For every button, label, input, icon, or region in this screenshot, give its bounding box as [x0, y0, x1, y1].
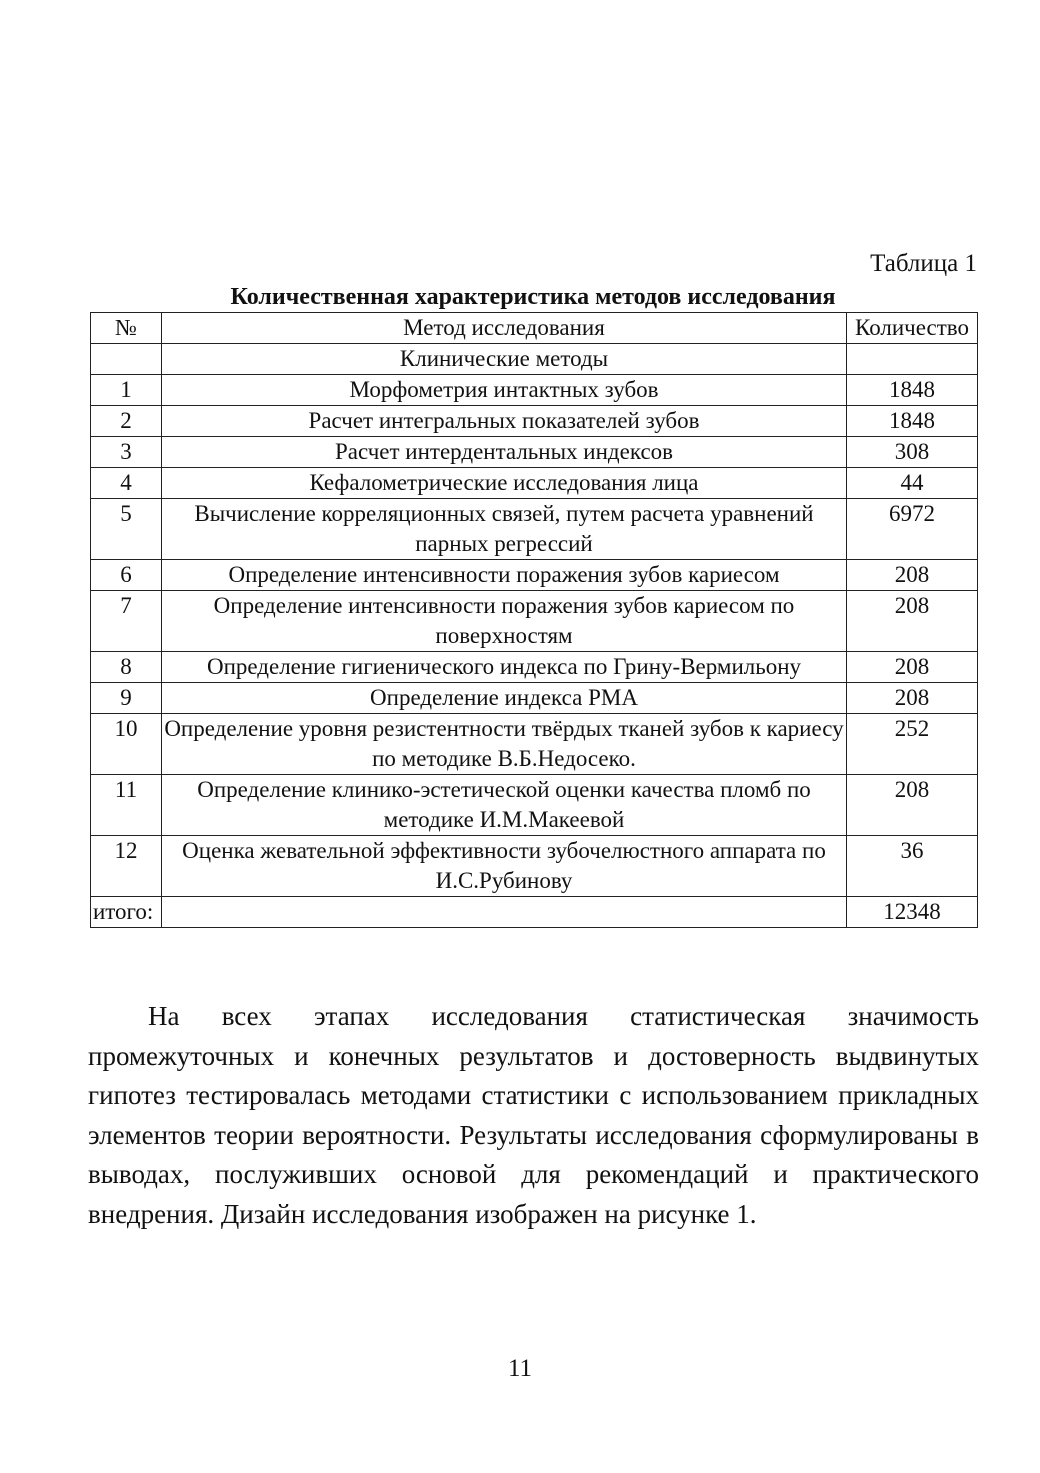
row-method: Определение индекса РМА	[162, 683, 847, 714]
row-number: 10	[91, 714, 162, 775]
row-number: 2	[91, 406, 162, 437]
row-quantity: 6972	[847, 499, 978, 560]
row-quantity: 208	[847, 591, 978, 652]
section-quantity-cell	[847, 344, 978, 375]
table-header-row	[91, 313, 978, 344]
row-quantity: 252	[847, 714, 978, 775]
table-row	[91, 375, 978, 406]
row-method: Морфометрия интактных зубов	[162, 375, 847, 406]
section-row	[91, 344, 978, 375]
body-paragraph: На всех этапах исследования статистическая значимость промежуточных и конечных результатов и достоверность выдвинутых гипотез тестировалась методами статистики с использованием прикладных элементов теории вероятности. Результаты исследования сформулированы в выводах, послуживших основой для рекомендаций и практического внедрения. Дизайн исследования изображен на рисунке 1.	[88, 1001, 979, 1229]
row-method: Расчет интердентальных индексов	[162, 437, 847, 468]
total-method-cell	[162, 897, 847, 928]
table-row	[91, 591, 978, 652]
row-number: 1	[91, 375, 162, 406]
row-method: Определение клинико-эстетической оценки качества пломб по методике И.М.Макеевой	[162, 775, 847, 836]
table-row	[91, 560, 978, 591]
row-quantity: 208	[847, 775, 978, 836]
table-row	[91, 499, 978, 560]
total-row	[91, 897, 978, 928]
row-method: Определение интенсивности поражения зубов кариесом по поверхностям	[162, 591, 847, 652]
table-row	[91, 437, 978, 468]
row-quantity: 308	[847, 437, 978, 468]
row-number: 7	[91, 591, 162, 652]
row-method: Определение гигиенического индекса по Грину-Вермильону	[162, 652, 847, 683]
section-number-cell	[91, 344, 162, 375]
header-method: Метод исследования	[162, 313, 847, 344]
table-title: Количественная характеристика методов исследования	[230, 284, 836, 310]
methods-table	[90, 312, 978, 928]
table-row	[91, 836, 978, 897]
row-number: 4	[91, 468, 162, 499]
row-quantity: 1848	[847, 375, 978, 406]
row-quantity: 208	[847, 560, 978, 591]
row-method: Вычисление корреляционных связей, путем расчета уравнений парных регрессий	[162, 499, 847, 560]
table-row	[91, 468, 978, 499]
row-number: 5	[91, 499, 162, 560]
row-quantity: 36	[847, 836, 978, 897]
row-number: 6	[91, 560, 162, 591]
header-number: №	[91, 313, 162, 344]
row-number: 11	[91, 775, 162, 836]
row-quantity: 208	[847, 683, 978, 714]
row-method: Определение интенсивности поражения зубов кариесом	[162, 560, 847, 591]
section-title: Клинические методы	[162, 344, 847, 375]
row-quantity: 44	[847, 468, 978, 499]
row-number: 8	[91, 652, 162, 683]
total-label: итого:	[91, 897, 162, 928]
row-method: Оценка жевательной эффективности зубочелюстного аппарата по И.С.Рубинову	[162, 836, 847, 897]
table-row	[91, 775, 978, 836]
table-row	[91, 406, 978, 437]
row-number: 9	[91, 683, 162, 714]
table-row	[91, 683, 978, 714]
table-row	[91, 714, 978, 775]
row-quantity: 208	[847, 652, 978, 683]
row-number: 3	[91, 437, 162, 468]
row-quantity: 1848	[847, 406, 978, 437]
row-method: Кефалометрические исследования лица	[162, 468, 847, 499]
row-method: Определение уровня резистентности твёрдых тканей зубов к кариесу по методике В.Б.Недосеко.	[162, 714, 847, 775]
header-quantity: Количество	[847, 313, 978, 344]
total-quantity: 12348	[847, 897, 978, 928]
row-number: 12	[91, 836, 162, 897]
table-caption: Таблица 1	[870, 250, 977, 277]
page-number: 11	[507, 1355, 533, 1382]
table-row	[91, 652, 978, 683]
row-method: Расчет интегральных показателей зубов	[162, 406, 847, 437]
